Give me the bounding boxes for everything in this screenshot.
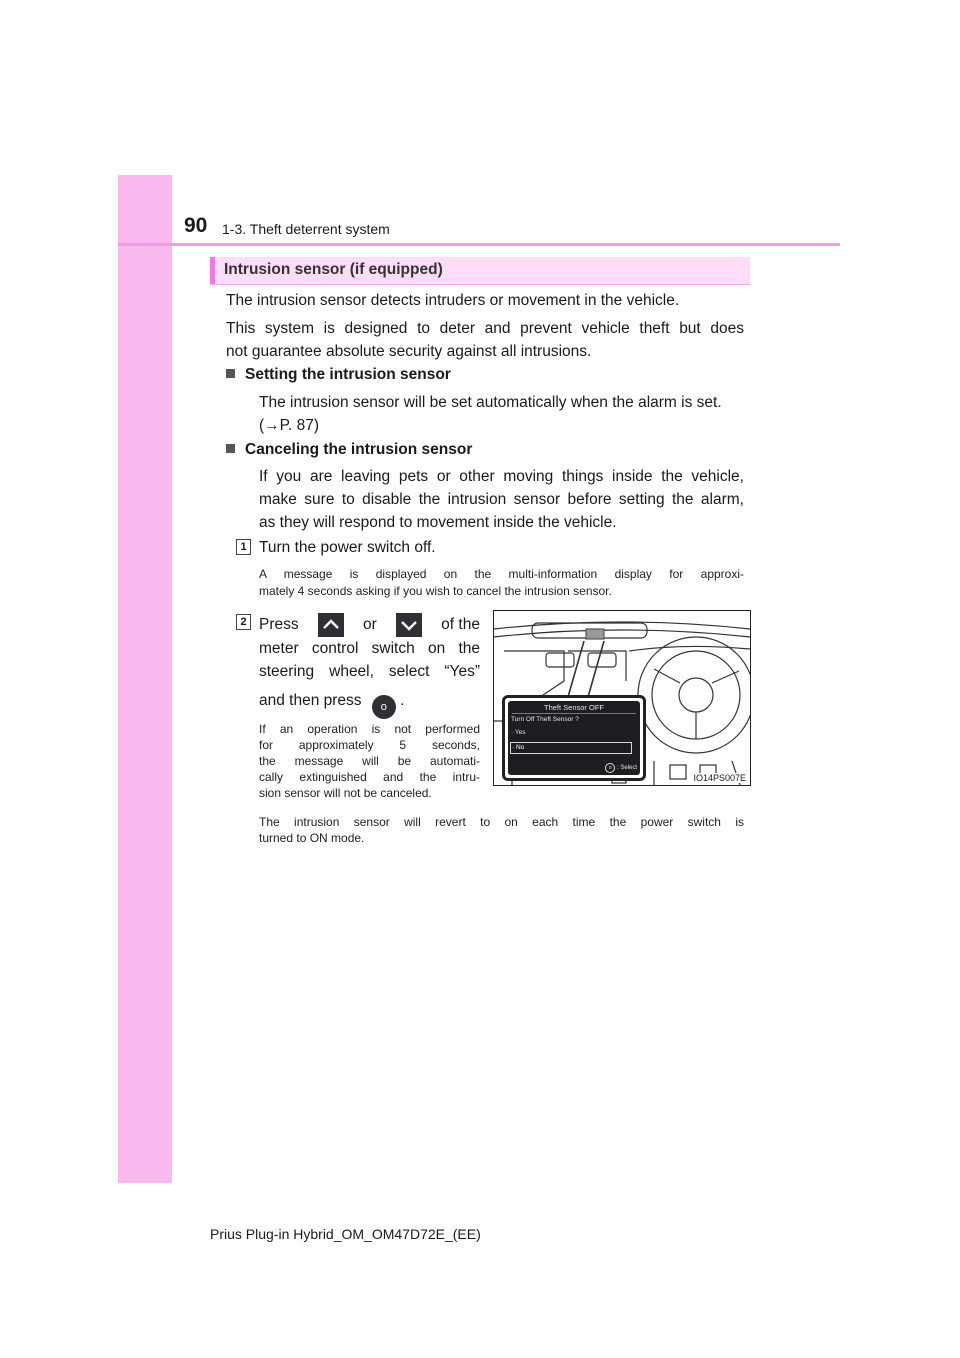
section-heading-marker	[210, 257, 215, 284]
step-2-of-the-text: of the	[441, 616, 480, 633]
canceling-text-line3: as they will respond to movement inside the vehicle.	[259, 514, 617, 531]
display-title-underline	[512, 713, 636, 714]
step-2-line2: meter control switch on the	[259, 640, 480, 657]
step-2-badge: 2	[236, 614, 251, 630]
select-hint-text: : Select	[616, 765, 637, 771]
section-title: Intrusion sensor (if equipped)	[224, 261, 443, 278]
security-paragraph-line2: not guarantee absolute security against all intrusions.	[226, 343, 592, 360]
step-1-badge: 1	[236, 539, 251, 555]
select-button-icon: o	[605, 763, 615, 773]
setting-page-reference: (→P. 87)	[259, 417, 320, 434]
down-arrow-button-icon	[396, 613, 422, 637]
ok-button-icon: o	[372, 695, 396, 719]
chapter-sidebar-tab	[118, 175, 172, 1183]
step-2-note-line3: the message will be automati-	[259, 754, 480, 768]
step-2-after-note-line1: The intrusion sensor will revert to on each time the power switch is	[259, 815, 744, 829]
display-screen	[508, 701, 640, 775]
dashboard-illustration	[493, 610, 751, 786]
section-heading-band	[210, 257, 750, 285]
figure-code: IO14PS007E	[693, 773, 746, 783]
step-1-text: Turn the power switch off.	[259, 539, 436, 556]
display-title: Theft Sensor OFF	[543, 703, 605, 712]
step-2-line3: steering wheel, select “Yes”	[259, 663, 480, 680]
display-question: Turn Off Theft Sensor ?	[511, 716, 579, 723]
intro-paragraph: The intrusion sensor detects intruders or movement in the vehicle.	[226, 292, 680, 309]
setting-heading-text: Setting the intrusion sensor	[245, 366, 451, 383]
canceling-heading-text: Canceling the intrusion sensor	[245, 441, 473, 458]
step-2-and-then-press-text: and then press	[259, 692, 362, 709]
step-1-note-line1: A message is displayed on the multi-information display for approxi-	[259, 567, 744, 581]
multi-information-display	[502, 695, 646, 781]
display-select-hint	[605, 763, 637, 773]
step-2-or-text: or	[363, 616, 377, 633]
footer-document-id: Prius Plug-in Hybrid_OM_OM47D72E_(EE)	[210, 1226, 481, 1242]
step-2-line4	[259, 689, 404, 719]
step-2-period: .	[400, 692, 405, 709]
step-2-note-line4: cally extinguished and the intru-	[259, 770, 480, 784]
step-2-note-line2: for approximately 5 seconds,	[259, 738, 480, 752]
bullet-square-icon	[226, 444, 235, 453]
page-number: 90	[184, 214, 208, 237]
setting-heading	[226, 366, 451, 384]
step-2-note-line1: If an operation is not performed	[259, 722, 480, 736]
step-2-press-text: Press	[259, 616, 299, 633]
step-1-note-line2: mately 4 seconds asking if you wish to cancel the intrusion sensor.	[259, 584, 612, 598]
setting-text-line1: The intrusion sensor will be set automatically when the alarm is set.	[259, 394, 722, 411]
step-2-after-note-line2: turned to ON mode.	[259, 831, 365, 845]
canceling-text-line1: If you are leaving pets or other moving things inside the vehicle,	[259, 468, 744, 485]
bullet-square-icon	[226, 369, 235, 378]
step-2-note-line5: sion sensor will not be canceled.	[259, 786, 432, 800]
header-rule	[118, 243, 840, 246]
step-2-line1	[259, 613, 480, 637]
canceling-text-line2: make sure to disable the intrusion sensor before setting the alarm,	[259, 491, 744, 508]
chapter-title: 1-3. Theft deterrent system	[222, 221, 390, 237]
display-option-no: · No	[510, 742, 632, 754]
display-option-yes: · Yes	[511, 729, 526, 736]
up-arrow-button-icon	[318, 613, 344, 637]
security-paragraph-line1: This system is designed to deter and prevent vehicle theft but does	[226, 320, 744, 337]
canceling-heading	[226, 441, 472, 459]
